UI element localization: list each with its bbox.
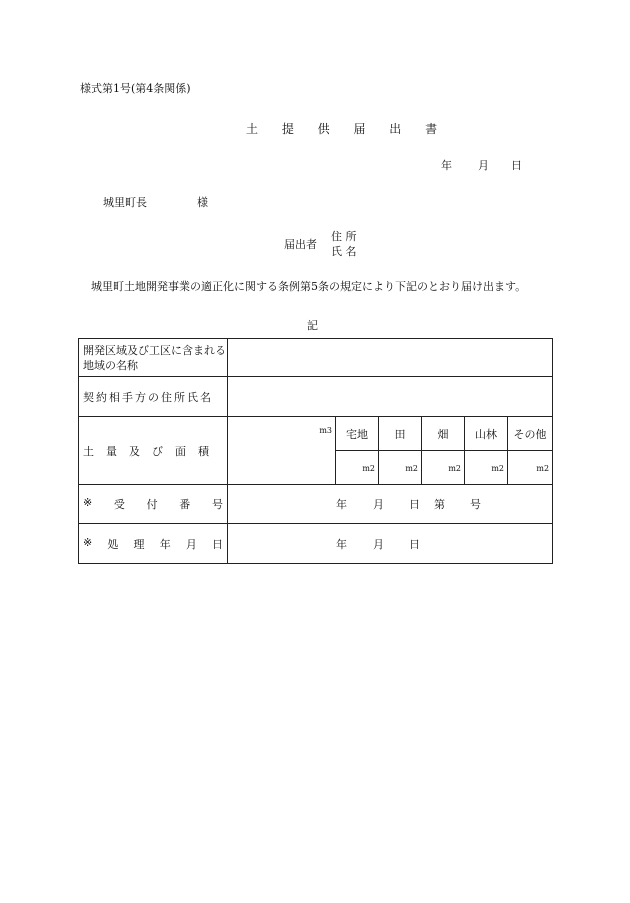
soil-label-char: び xyxy=(152,444,163,458)
processing-label-char: 月 xyxy=(185,537,197,551)
reception-label-char: 号 xyxy=(211,498,223,511)
date-day: 日 xyxy=(511,159,522,172)
soil-label-char: 及 xyxy=(129,444,140,458)
reception-year: 年 xyxy=(336,498,347,511)
contract-party-label: 契約相手方の住所氏名 xyxy=(79,377,228,417)
processing-label-char: 年 xyxy=(159,537,171,551)
area-name-label: 開発区域及び工区に含まれる地域の名称 xyxy=(79,339,228,377)
processing-label-char: 日 xyxy=(212,537,223,551)
processing-date-label xyxy=(79,524,228,564)
form-number: 様式第1号(第4条関係) xyxy=(80,82,191,95)
document-title: 土 提 供 届 出 書 xyxy=(246,122,448,136)
processing-year: 年 xyxy=(336,537,347,551)
reception-dai: 第 xyxy=(434,498,445,511)
processing-label-char: 処 xyxy=(107,537,119,551)
table-row-reception-number xyxy=(79,485,553,524)
form-table xyxy=(78,338,553,564)
reception-day: 日 xyxy=(409,498,420,511)
applicant-address-label: 住 所 xyxy=(331,230,357,243)
area-unit: m2 xyxy=(536,464,550,473)
area-unit: m2 xyxy=(491,464,504,473)
category-residential: 宅地 xyxy=(336,417,379,451)
soil-label-char: 積 xyxy=(198,444,209,458)
processing-month: 月 xyxy=(373,537,384,551)
reception-number-label xyxy=(79,485,228,524)
table-row-contract-party xyxy=(79,377,553,417)
applicant-label: 届出者 xyxy=(284,238,317,251)
area-name-field[interactable] xyxy=(228,339,553,377)
processing-label-char: 理 xyxy=(133,537,145,551)
processing-date-field[interactable] xyxy=(228,524,553,564)
date-month: 月 xyxy=(478,159,489,172)
area-unit: m2 xyxy=(448,464,461,473)
category-field: 畑 xyxy=(422,417,465,451)
processing-label-char: ※ xyxy=(83,535,93,549)
table-row-area-name xyxy=(79,339,553,377)
table-row-processing-date xyxy=(79,524,553,564)
body-text: 城里町土地開発事業の適正化に関する条例第5条の規定により下記のとおり届け出ます。 xyxy=(91,280,527,293)
area-field-paddy[interactable] xyxy=(379,451,422,485)
area-unit: m2 xyxy=(405,464,418,473)
area-unit: m2 xyxy=(362,464,375,473)
reception-label-char: ※ xyxy=(83,496,93,509)
soil-label-char: 量 xyxy=(106,444,117,458)
soil-volume-label xyxy=(79,417,228,485)
category-paddy: 田 xyxy=(379,417,422,451)
reception-label-char: 付 xyxy=(146,498,158,511)
area-field-field[interactable] xyxy=(422,451,465,485)
date-year: 年 xyxy=(441,159,452,172)
table-row-soil-volume xyxy=(79,417,553,451)
area-field-residential[interactable] xyxy=(336,451,379,485)
soil-label-char: 面 xyxy=(175,444,186,458)
applicant-name-label: 氏 名 xyxy=(331,245,357,258)
reception-number-field[interactable] xyxy=(228,485,553,524)
processing-day: 日 xyxy=(409,537,420,551)
reception-go: 号 xyxy=(470,498,481,511)
volume-unit: m3 xyxy=(319,426,332,435)
soil-label-char: 土 xyxy=(83,444,94,458)
recipient-honorific: 様 xyxy=(197,196,208,209)
area-field-other[interactable] xyxy=(508,451,553,485)
category-forest: 山林 xyxy=(465,417,508,451)
reception-label-char: 番 xyxy=(179,498,191,511)
reception-label-char: 受 xyxy=(113,498,125,511)
recipient-name: 城里町長 xyxy=(103,196,147,209)
contract-party-field[interactable] xyxy=(228,377,553,417)
volume-field[interactable] xyxy=(228,417,336,485)
area-field-forest[interactable] xyxy=(465,451,508,485)
reception-month: 月 xyxy=(373,498,384,511)
category-other: その他 xyxy=(508,417,553,451)
ki-heading: 記 xyxy=(307,319,318,332)
